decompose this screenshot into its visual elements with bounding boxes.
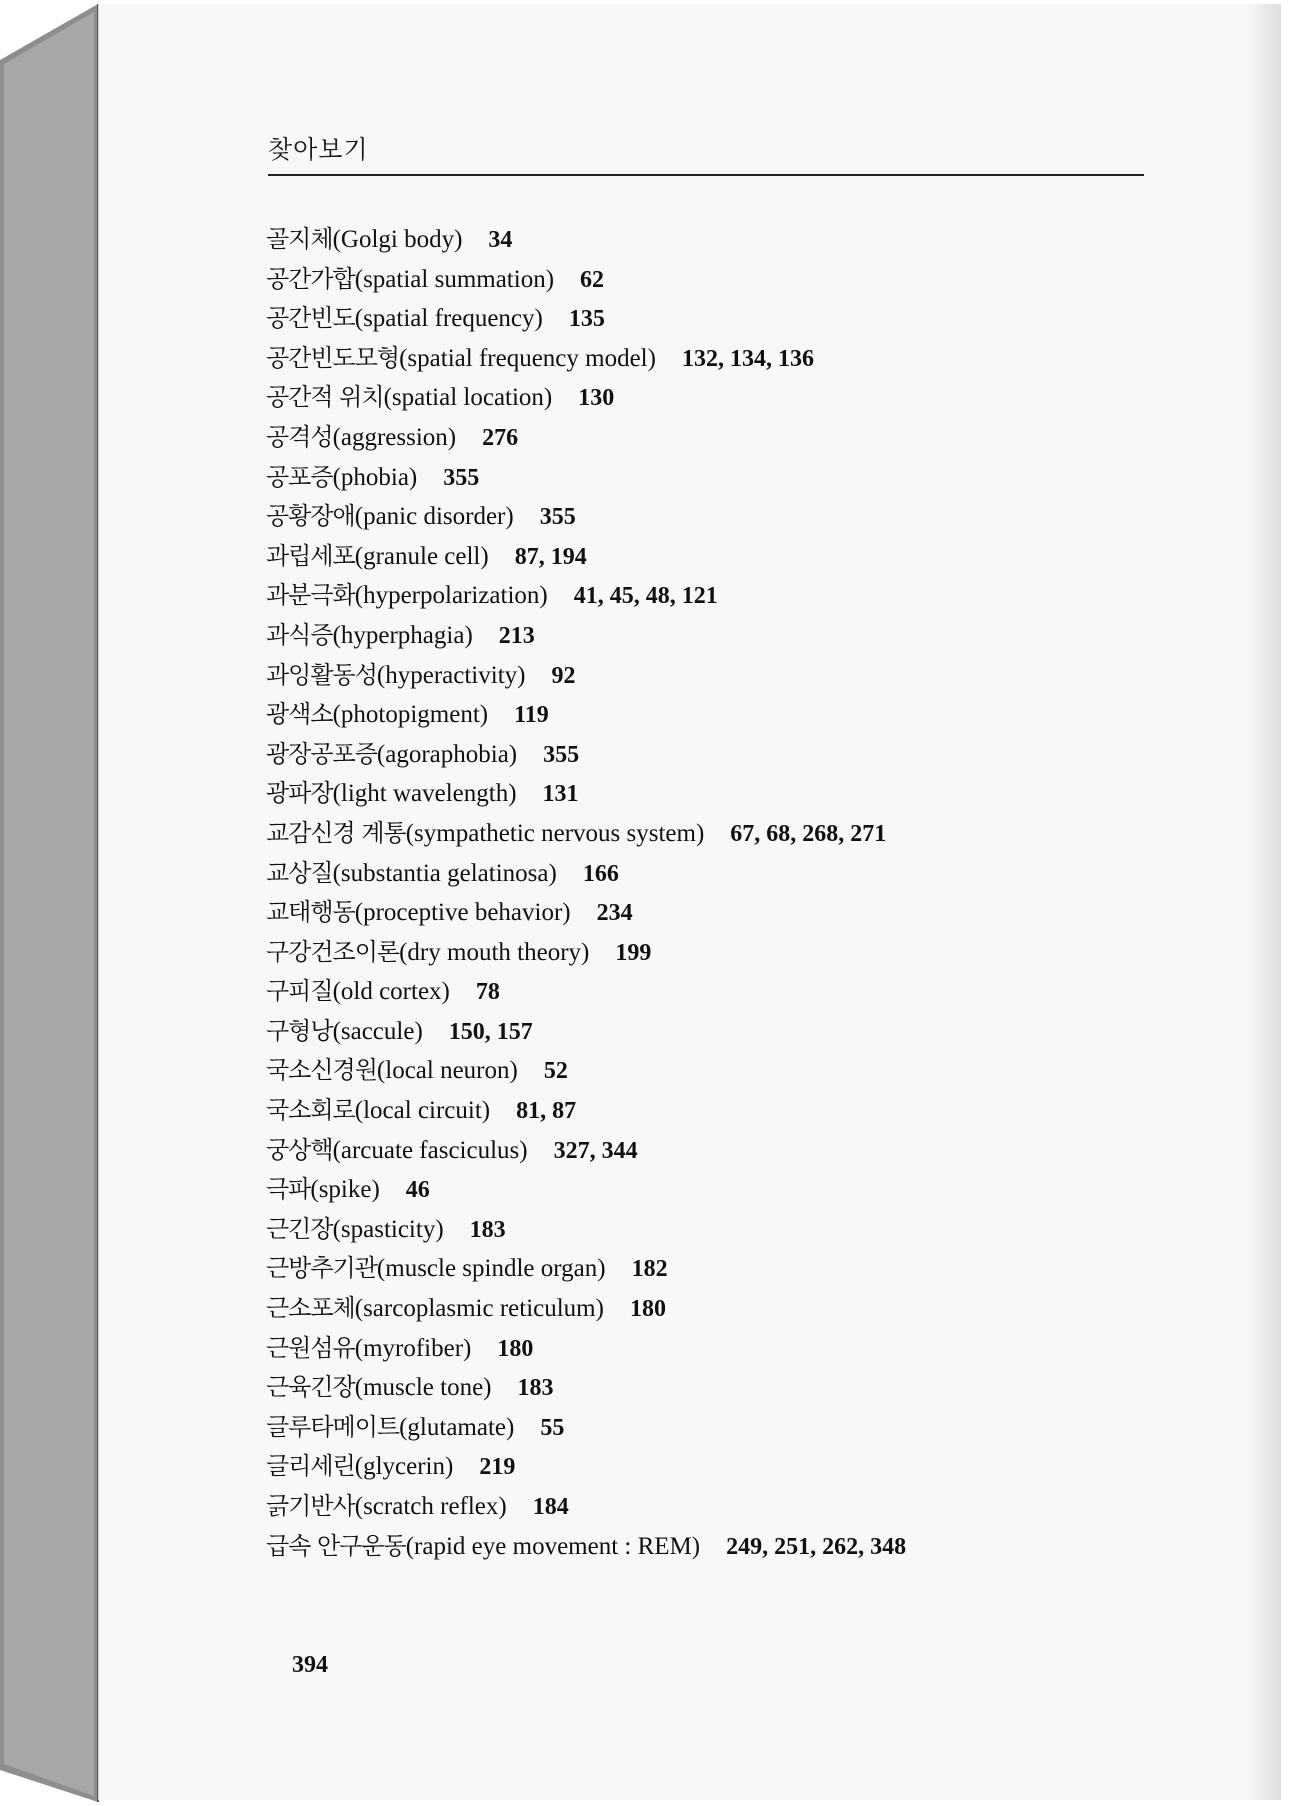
- index-term-english: (muscle tone): [354, 1374, 492, 1402]
- index-term-english: (hyperactivity): [376, 661, 526, 689]
- index-term-korean: 과분극화: [266, 581, 355, 610]
- index-term-english: (spatial location): [383, 384, 553, 412]
- index-term-english: (hyperpolarization): [354, 582, 548, 610]
- page-title: 찾아보기: [268, 135, 369, 164]
- index-entry: [266, 735, 1166, 775]
- index-entry: [266, 1091, 1166, 1131]
- index-page-refs: 34: [488, 227, 513, 253]
- index-entry: [266, 1249, 1166, 1289]
- index-term-english: (hyperphagia): [332, 621, 473, 649]
- index-term-korean: 공간빈도모형: [266, 343, 400, 372]
- index-entry: [266, 814, 1166, 854]
- index-term-english: (myrofiber): [354, 1334, 472, 1362]
- index-entry: [266, 933, 1166, 973]
- index-entry: [266, 220, 1166, 260]
- index-page-refs: 78: [475, 979, 500, 1006]
- index-page-refs: 130: [578, 385, 615, 412]
- index-term-korean: 교상질: [266, 858, 333, 887]
- index-entry: [266, 1408, 1166, 1448]
- index-entry: [266, 260, 1166, 300]
- index-term-korean: 공격성: [266, 422, 333, 451]
- index-page-refs: 132, 134, 136: [681, 345, 814, 372]
- index-term-english: (saccule): [332, 1017, 423, 1045]
- index-page-refs: 46: [405, 1177, 430, 1204]
- index-term-korean: 과식증: [266, 620, 333, 649]
- index-term-english: (photopigment): [332, 701, 489, 729]
- page-header: [268, 130, 1144, 170]
- index-page-refs: 327, 344: [553, 1137, 638, 1164]
- index-page-refs: 135: [568, 306, 605, 333]
- index-term-korean: 공간가합: [266, 264, 355, 293]
- index-page-refs: 213: [498, 622, 535, 649]
- index-term-english: (phobia): [332, 463, 418, 491]
- index-term-korean: 구형낭: [266, 1016, 333, 1045]
- index-term-korean: 궁상핵: [266, 1135, 333, 1164]
- index-page-refs: 87, 194: [514, 543, 587, 570]
- index-term-english: (spike): [310, 1176, 380, 1204]
- index-page-refs: 180: [629, 1296, 666, 1323]
- index-term-english: (spatial summation): [354, 265, 555, 293]
- index-term-english: (muscle spindle organ): [376, 1255, 606, 1283]
- index-term-english: (panic disorder): [354, 503, 514, 531]
- index-entry: [266, 656, 1166, 696]
- index-entry: [266, 616, 1166, 656]
- index-entry-list: [266, 220, 1166, 1566]
- index-entry: [266, 1487, 1166, 1527]
- index-page-refs: 62: [580, 266, 605, 293]
- index-page-refs: 183: [517, 1375, 554, 1402]
- index-entry: [266, 378, 1166, 418]
- index-term-english: (local circuit): [354, 1097, 491, 1125]
- index-term-english: (spatial frequency): [354, 305, 543, 333]
- index-term-korean: 구피질: [266, 977, 333, 1006]
- index-term-english: (agoraphobia): [376, 740, 518, 768]
- index-term-korean: 국소신경원: [266, 1056, 377, 1085]
- index-term-english: (glutamate): [399, 1413, 515, 1441]
- index-term-korean: 과잉활동성: [266, 660, 377, 689]
- index-entry: [266, 1368, 1166, 1408]
- index-entry: [266, 1329, 1166, 1369]
- index-page-refs: 52: [543, 1058, 568, 1085]
- index-term-english: (spatial frequency model): [399, 344, 656, 372]
- index-entry: [266, 458, 1166, 498]
- index-entry: [266, 893, 1166, 933]
- index-entry: [266, 1131, 1166, 1171]
- index-entry: [266, 1447, 1166, 1487]
- header-rule: [268, 174, 1144, 176]
- index-term-english: (local neuron): [376, 1057, 518, 1085]
- index-page-refs: 184: [532, 1494, 569, 1520]
- index-term-korean: 광색소: [266, 700, 333, 729]
- index-term-korean: 공포증: [266, 462, 333, 491]
- index-term-english: (arcuate fasciculus): [332, 1136, 528, 1164]
- index-term-korean: 긁기반사: [266, 1492, 355, 1520]
- index-page-refs: 41, 45, 48, 121: [573, 583, 718, 610]
- index-entry: [266, 854, 1166, 894]
- index-page-refs: 182: [631, 1256, 668, 1283]
- index-entry: [266, 339, 1166, 379]
- index-entry: [266, 497, 1166, 537]
- index-term-english: (substantia gelatinosa): [332, 859, 557, 887]
- index-entry: [266, 1289, 1166, 1329]
- index-term-english: (aggression): [332, 423, 457, 451]
- index-term-korean: 교태행동: [266, 898, 355, 927]
- index-page-refs: 119: [514, 702, 549, 729]
- index-entry: [266, 1170, 1166, 1210]
- index-page-refs: 92: [551, 662, 576, 689]
- index-term-english: (sympathetic nervous system): [405, 819, 705, 847]
- index-term-korean: 공황장애: [266, 502, 355, 531]
- index-page-refs: 355: [443, 464, 480, 491]
- index-term-korean: 광장공포증: [266, 739, 377, 768]
- index-term-korean: 근육긴장: [266, 1373, 355, 1402]
- index-entry: [266, 1527, 1166, 1567]
- index-term-korean: 공간빈도: [266, 304, 355, 333]
- page-edge-shadow: [1247, 4, 1281, 1800]
- index-page-refs: 249, 251, 262, 348: [726, 1533, 907, 1560]
- index-term-korean: 근방추기관: [266, 1254, 377, 1283]
- index-term-korean: 과립세포: [266, 541, 355, 570]
- index-page-refs: 67, 68, 268, 271: [730, 820, 887, 847]
- index-term-english: (sarcoplasmic reticulum): [354, 1295, 604, 1323]
- index-term-english: (scratch reflex): [354, 1493, 507, 1520]
- index-entry: [266, 418, 1166, 458]
- index-term-english: (dry mouth theory): [399, 938, 590, 966]
- index-page-refs: 150, 157: [448, 1018, 533, 1045]
- index-page-refs: 55: [540, 1414, 565, 1441]
- index-term-korean: 골지체: [266, 225, 333, 253]
- index-page-refs: 355: [539, 504, 576, 531]
- index-term-english: (glycerin): [354, 1453, 454, 1481]
- index-term-korean: 광파장: [266, 779, 333, 808]
- index-term-english: (light wavelength): [332, 780, 517, 808]
- index-entry: [266, 972, 1166, 1012]
- index-term-english: (granule cell): [354, 542, 489, 570]
- index-term-korean: 근긴장: [266, 1214, 333, 1243]
- index-term-korean: 구강건조이론: [266, 937, 400, 966]
- index-term-korean: 급속 안구운동: [266, 1531, 406, 1560]
- index-page-refs: 276: [482, 424, 519, 451]
- index-term-korean: 교감신경 계통: [266, 818, 406, 847]
- index-term-english: (rapid eye movement : REM): [405, 1532, 701, 1560]
- index-term-korean: 공간적 위치: [266, 383, 384, 412]
- index-term-english: (old cortex): [332, 978, 450, 1006]
- index-entry: [266, 695, 1166, 735]
- index-page-refs: 355: [543, 741, 580, 768]
- index-term-english: (spasticity): [332, 1215, 444, 1243]
- index-entry: [266, 576, 1166, 616]
- index-page-refs: 81, 87: [516, 1098, 577, 1125]
- index-page-refs: 234: [596, 900, 633, 927]
- index-term-english: (Golgi body): [332, 226, 463, 253]
- index-page-refs: 219: [479, 1454, 516, 1481]
- index-term-korean: 국소회로: [266, 1096, 355, 1125]
- index-term-korean: 글루타메이트: [266, 1412, 400, 1441]
- index-term-korean: 글리세린: [266, 1452, 355, 1481]
- index-page-refs: 180: [497, 1335, 534, 1362]
- index-entry: [266, 774, 1166, 814]
- index-term-korean: 극파: [266, 1175, 311, 1204]
- index-entry: [266, 537, 1166, 577]
- index-entry: [266, 1012, 1166, 1052]
- index-page-refs: 199: [615, 939, 652, 966]
- page-number: 394: [292, 1652, 328, 1678]
- index-term-english: (proceptive behavior): [354, 899, 571, 927]
- index-page-refs: 183: [469, 1216, 506, 1243]
- index-page-refs: 166: [582, 860, 619, 887]
- index-term-korean: 근소포체: [266, 1294, 355, 1323]
- index-entry: [266, 1051, 1166, 1091]
- index-entry: [266, 299, 1166, 339]
- index-page-refs: 131: [542, 781, 579, 808]
- index-term-korean: 근원섬유: [266, 1333, 355, 1362]
- index-entry: [266, 1210, 1166, 1250]
